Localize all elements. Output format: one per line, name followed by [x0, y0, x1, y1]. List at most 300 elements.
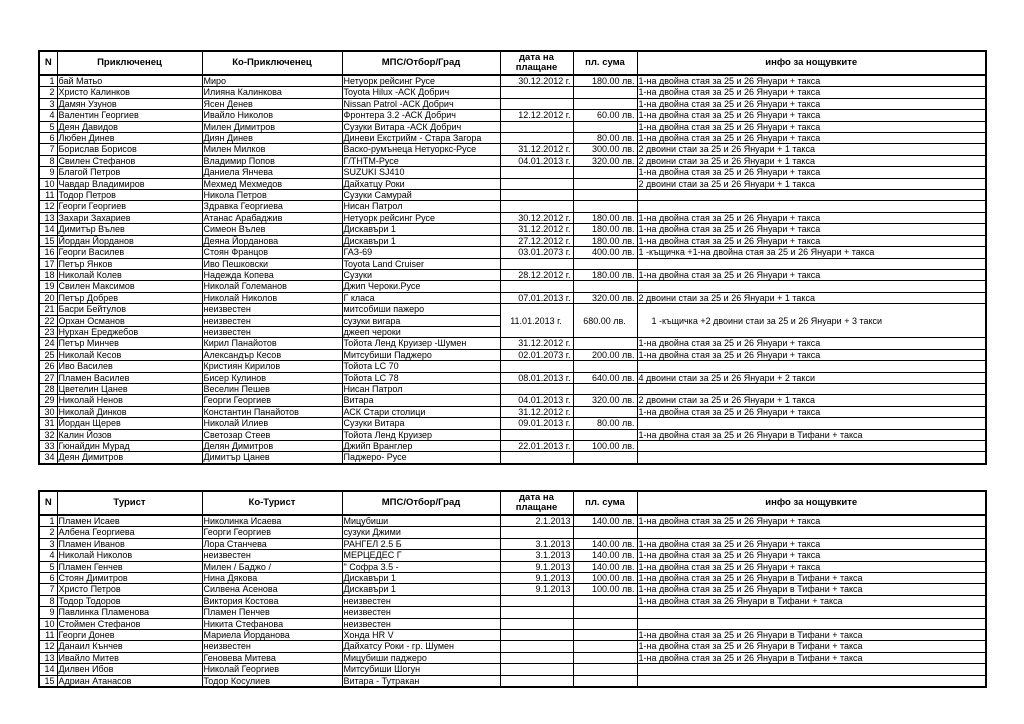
cell-adventurer-name: Николай Динков [57, 406, 202, 417]
cell-vehicle-team-city: Фронтера 3.2 -АСК Добрич [342, 110, 500, 121]
cell-paid-amount: 640.00 лв. [573, 372, 637, 383]
column-header: инфо за нощувките [637, 51, 986, 75]
cell-adventurer-name: Николай Ненов [57, 395, 202, 406]
cell-co-adventurer-name: Веселин Пешев [202, 383, 342, 394]
cell-vehicle-team-city: " Софра 3.5 - [342, 561, 500, 572]
cell-lodging-info: 4 двоини стаи за 25 и 26 Януари + 2 такси [637, 372, 986, 383]
cell-co-tourist-name: неизвестен [202, 550, 342, 561]
cell-co-adventurer-name: Николай Илиев [202, 418, 342, 429]
cell-co-tourist-name: Мариела Йорданова [202, 630, 342, 641]
cell-vehicle-team-city: ГАЗ-69 [342, 247, 500, 258]
cell-paid-amount: 100.00 лв. [573, 584, 637, 595]
cell-co-adventurer-name: Илияна Калинкова [202, 87, 342, 98]
cell-payment-date [500, 618, 573, 629]
cell-lodging-info [637, 664, 986, 675]
cell-vehicle-team-city: Тойота LC 70 [342, 361, 500, 372]
cell-lodging-info: 1-на двойна стая за 25 и 26 Януари + такса [637, 561, 986, 572]
cell-row-number: 26 [39, 361, 57, 372]
cell-vehicle-team-city: Г класа [342, 292, 500, 303]
cell-tourist-name: Христо Петров [57, 584, 202, 595]
cell-adventurer-name: Нурхан Ереджебов [57, 326, 202, 337]
cell-co-tourist-name: Тодор Косулиев [202, 675, 342, 687]
table-row [39, 372, 986, 383]
cell-vehicle-team-city: Сузуки Витара -АСК Добрич [342, 121, 500, 132]
cell-vehicle-team-city: Сузуки Самурай [342, 190, 500, 201]
cell-payment-date [500, 201, 573, 212]
cell-tourist-name: Павлинка Пламенова [57, 607, 202, 618]
cell-adventurer-name: Калин Йозов [57, 429, 202, 440]
cell-adventurer-name: Димитър Вълев [57, 224, 202, 235]
cell-paid-amount: 60.00 лв. [573, 110, 637, 121]
table-row [39, 304, 986, 315]
table-row [39, 110, 986, 121]
cell-co-adventurer-name: Даниела Янчева [202, 167, 342, 178]
cell-adventurer-name: Чавдар Владимиров [57, 178, 202, 189]
cell-payment-date: 03.01.2073 г. [500, 247, 573, 258]
column-header: N [39, 51, 57, 75]
table-row [39, 538, 986, 549]
cell-paid-amount: 320.00 лв. [573, 155, 637, 166]
header-row [39, 51, 986, 75]
cell-row-number: 18 [39, 269, 57, 280]
cell-vehicle-team-city: Г/ТНТМ-Русе [342, 155, 500, 166]
cell-row-number: 12 [39, 201, 57, 212]
cell-lodging-info: 1-на двойна стая за 25 и 26 Януари в Тифани + такса [637, 573, 986, 584]
table-row [39, 121, 986, 132]
cell-payment-date [500, 87, 573, 98]
table-row [39, 178, 986, 189]
cell-tourist-name: Дилвен Ибов [57, 664, 202, 675]
cell-payment-date [500, 190, 573, 201]
cell-adventurer-name: Орхан Османов [57, 315, 202, 326]
cell-adventurer-name: Борислав Борисов [57, 144, 202, 155]
cell-vehicle-team-city: сузуки Джими [342, 527, 500, 538]
table-row [39, 247, 986, 258]
cell-row-number: 14 [39, 664, 57, 675]
cell-vehicle-team-city: Митсубиши Паджеро [342, 349, 500, 360]
table-row [39, 664, 986, 675]
cell-payment-date: 30.12.2012 г. [500, 75, 573, 87]
cell-co-adventurer-name: Милен Милков [202, 144, 342, 155]
cell-lodging-info: 1-на двойна стая за 25 и 26 Януари + такса [637, 515, 986, 527]
cell-vehicle-team-city: Витара [342, 395, 500, 406]
cell-paid-amount: 180.00 лв. [573, 75, 637, 87]
table-row [39, 281, 986, 292]
cell-payment-date: 28.12.2012 г. [500, 269, 573, 280]
cell-co-tourist-name: Виктория Костова [202, 595, 342, 606]
cell-vehicle-team-city: сузуки вигара [342, 315, 500, 326]
cell-paid-amount [573, 167, 637, 178]
cell-co-tourist-name: Нина Дякова [202, 573, 342, 584]
cell-vehicle-team-city: Тойота Ленд Круизер -Шумен [342, 338, 500, 349]
column-header: пл. сума [573, 491, 637, 515]
cell-tourist-name: Николай Николов [57, 550, 202, 561]
cell-row-number: 20 [39, 292, 57, 303]
column-header: дата на плащане [500, 491, 573, 515]
cell-tourist-name: Пламен Исаев [57, 515, 202, 527]
cell-lodging-info: 2 двоини стаи за 25 и 26 Януари + 1 такса [637, 178, 986, 189]
cell-payment-date: 04.01.2013 г. [500, 395, 573, 406]
cell-vehicle-team-city: Дайхатсу Роки - гр. Шумен [342, 641, 500, 652]
cell-adventurer-name: Николай Кесов [57, 349, 202, 360]
cell-paid-amount [573, 641, 637, 652]
cell-tourist-name: Стоян Димитров [57, 573, 202, 584]
cell-row-number: 21 [39, 304, 57, 315]
cell-payment-date: 12.12.2012 г. [500, 110, 573, 121]
cell-paid-amount [573, 121, 637, 132]
cell-vehicle-team-city: неизвестен [342, 607, 500, 618]
cell-row-number: 31 [39, 418, 57, 429]
cell-payment-date [500, 258, 573, 269]
cell-adventurer-name: Николай Колев [57, 269, 202, 280]
cell-vehicle-team-city: МЕРЦЕДЕС Г [342, 550, 500, 561]
cell-paid-amount: 300.00 лв. [573, 144, 637, 155]
cell-tourist-name: Пламен Генчев [57, 561, 202, 572]
cell-lodging-info: 1-на двойна стая за 25 и 26 Януари в Тифани + такса [637, 429, 986, 440]
cell-row-number: 23 [39, 326, 57, 337]
cell-co-adventurer-name: Диян Динев [202, 133, 342, 144]
cell-lodging-info: 1-на двойна стая за 25 и 26 Януари + такса [637, 75, 986, 87]
cell-tourist-name: Данаил Кънчев [57, 641, 202, 652]
cell-row-number: 3 [39, 98, 57, 109]
cell-co-adventurer-name: Ивайло Николов [202, 110, 342, 121]
cell-vehicle-team-city: SUZUKI SJ410 [342, 167, 500, 178]
cell-co-adventurer-name: неизвестен [202, 304, 342, 315]
cell-row-number: 19 [39, 281, 57, 292]
cell-lodging-info [637, 383, 986, 394]
column-header: МПС/Отбор/Град [342, 491, 500, 515]
cell-row-number: 12 [39, 641, 57, 652]
cell-payment-date: 07.01.2013 г. [500, 292, 573, 303]
cell-lodging-info: 1 -къщичка +1-на двойна стая за 25 и 26 Януари + такса [637, 247, 986, 258]
cell-paid-amount: 80.00 лв. [573, 418, 637, 429]
cell-payment-date [500, 641, 573, 652]
table-row [39, 98, 986, 109]
cell-co-tourist-name: Георги Георгиев [202, 527, 342, 538]
table-row [39, 441, 986, 452]
cell-row-number: 2 [39, 527, 57, 538]
cell-adventurer-name: Гюнайдин Мурад [57, 441, 202, 452]
cell-payment-date: 3.1.2013 [500, 550, 573, 561]
cell-row-number: 17 [39, 258, 57, 269]
cell-paid-amount: 180.00 лв. [573, 212, 637, 223]
cell-payment-date [500, 98, 573, 109]
cell-payment-date: 31.12.2012 г. [500, 338, 573, 349]
column-header: инфо за нощувките [637, 491, 986, 515]
cell-payment-date: 04.01.2013 г. [500, 155, 573, 166]
table-row [39, 515, 986, 527]
table-row [39, 561, 986, 572]
cell-paid-amount [573, 652, 637, 663]
table-row [39, 641, 986, 652]
cell-paid-amount [573, 258, 637, 269]
cell-adventurer-name: Свилен Стефанов [57, 155, 202, 166]
table-row [39, 429, 986, 440]
cell-tourist-name: Георги Донев [57, 630, 202, 641]
cell-co-adventurer-name: неизвестен [202, 326, 342, 337]
cell-row-number: 11 [39, 190, 57, 201]
cell-payment-date [500, 429, 573, 440]
cell-lodging-info: 1-на двойна стая за 25 и 26 Януари + такса [637, 235, 986, 246]
cell-row-number: 15 [39, 235, 57, 246]
cell-co-adventurer-name: Ясен Денев [202, 98, 342, 109]
cell-payment-date: 9.1.2013 [500, 561, 573, 572]
cell-row-number: 13 [39, 212, 57, 223]
cell-payment-date [500, 595, 573, 606]
cell-co-tourist-name: Никита Стефанова [202, 618, 342, 629]
cell-vehicle-team-city: Дискавъри 1 [342, 584, 500, 595]
cell-paid-amount: 180.00 лв. [573, 269, 637, 280]
cell-payment-date: 02.01.2073 г. [500, 349, 573, 360]
cell-adventurer-name: Георги Василев [57, 247, 202, 258]
cell-vehicle-team-city: неизвестен [342, 595, 500, 606]
cell-payment-date: 31.12.2012 г. [500, 144, 573, 155]
cell-payment-date [500, 121, 573, 132]
table-row [39, 224, 986, 235]
cell-tourist-name: Адриан Атанасов [57, 675, 202, 687]
cell-co-tourist-name: Пламен Пенчев [202, 607, 342, 618]
cell-paid-amount [573, 664, 637, 675]
cell-payment-date: 08.01.2013 г. [500, 372, 573, 383]
cell-lodging-info: 1-на двойна стая за 25 и 26 Януари в Тифани + такса [637, 652, 986, 663]
cell-adventurer-name: Цветелин Цанев [57, 383, 202, 394]
cell-vehicle-team-city: Нетуорк рейсинг Русе [342, 212, 500, 223]
cell-payment-date [500, 675, 573, 687]
cell-vehicle-team-city: РАНГЕЛ 2.5 Б [342, 538, 500, 549]
cell-paid-amount [573, 429, 637, 440]
table-row [39, 292, 986, 303]
table-row [39, 87, 986, 98]
cell-row-number: 5 [39, 561, 57, 572]
cell-lodging-info [637, 361, 986, 372]
cell-row-number: 16 [39, 247, 57, 258]
cell-paid-amount [573, 630, 637, 641]
cell-co-adventurer-name: Атанас Арабаджив [202, 212, 342, 223]
cell-vehicle-team-city: Мицубиши паджеро [342, 652, 500, 663]
adventurers-table [38, 50, 987, 465]
table-row [39, 452, 986, 464]
cell-payment-date [500, 167, 573, 178]
cell-row-number: 3 [39, 538, 57, 549]
cell-co-adventurer-name: Георги Георгиев [202, 395, 342, 406]
cell-lodging-info [637, 452, 986, 464]
cell-row-number: 28 [39, 383, 57, 394]
cell-row-number: 8 [39, 155, 57, 166]
table-row [39, 607, 986, 618]
cell-row-number: 10 [39, 618, 57, 629]
cell-adventurer-name: Петър Добрев [57, 292, 202, 303]
cell-adventurer-name: Петър Минчев [57, 338, 202, 349]
cell-co-adventurer-name: Надежда Копева [202, 269, 342, 280]
cell-adventurer-name: Георги Георгиев [57, 201, 202, 212]
cell-vehicle-team-city: Нетуорк рейсинг Русе [342, 75, 500, 87]
column-header: Приключенец [57, 51, 202, 75]
table-row [39, 630, 986, 641]
table-row [39, 584, 986, 595]
cell-co-adventurer-name: Стоян Францов [202, 247, 342, 258]
cell-lodging-info: 1-на двойна стая за 25 и 26 Януари + такса [637, 349, 986, 360]
table-row [39, 361, 986, 372]
cell-row-number: 4 [39, 550, 57, 561]
cell-adventurer-name: Христо Калинков [57, 87, 202, 98]
cell-co-adventurer-name: Бисер Кулинов [202, 372, 342, 383]
cell-lodging-info [637, 258, 986, 269]
cell-paid-amount [573, 607, 637, 618]
cell-payment-date: 09.01.2013 г. [500, 418, 573, 429]
cell-paid-amount [573, 675, 637, 687]
cell-co-tourist-name: неизвестен [202, 641, 342, 652]
cell-row-number: 11 [39, 630, 57, 641]
cell-lodging-info [637, 418, 986, 429]
cell-co-tourist-name: Лора Станчева [202, 538, 342, 549]
cell-co-adventurer-name: Кирил Панайотов [202, 338, 342, 349]
cell-co-adventurer-name: неизвестен [202, 315, 342, 326]
cell-row-number: 24 [39, 338, 57, 349]
cell-paid-amount: 140.00 лв. [573, 550, 637, 561]
cell-payment-date: 31.12.2012 г. [500, 406, 573, 417]
table-row [39, 190, 986, 201]
cell-row-number: 30 [39, 406, 57, 417]
cell-co-adventurer-name: Делян Димитров [202, 441, 342, 452]
cell-adventurer-name: Деян Давидов [57, 121, 202, 132]
cell-vehicle-team-city: Нисан Патрол [342, 201, 500, 212]
cell-row-number: 15 [39, 675, 57, 687]
cell-row-number: 27 [39, 372, 57, 383]
cell-payment-date: 2.1.2013 [500, 515, 573, 527]
table-row [39, 527, 986, 538]
cell-co-adventurer-name: Димитър Цанев [202, 452, 342, 464]
column-header: МПС/Отбор/Град [342, 51, 500, 75]
cell-vehicle-team-city: митсобиши пажеро [342, 304, 500, 315]
cell-vehicle-team-city: Паджеро- Русе [342, 452, 500, 464]
cell-payment-date [500, 383, 573, 394]
cell-lodging-info: 2 двоини стаи за 25 и 26 Януари + 1 такса [637, 395, 986, 406]
cell-paid-amount: 680.00 лв. [573, 304, 637, 338]
cell-paid-amount [573, 87, 637, 98]
cell-vehicle-team-city: Nissan Patrol -АСК Добрич [342, 98, 500, 109]
cell-lodging-info: 1-на двойна стая за 25 и 26 Януари + такса [637, 269, 986, 280]
cell-row-number: 34 [39, 452, 57, 464]
cell-lodging-info: 1-на двойна стая за 25 и 26 Януари + такса [637, 406, 986, 417]
cell-tourist-name: Стоймен Стефанов [57, 618, 202, 629]
cell-vehicle-team-city: Дайхатцу Роки [342, 178, 500, 189]
cell-adventurer-name: Йордан Щерев [57, 418, 202, 429]
cell-adventurer-name: Тодор Петров [57, 190, 202, 201]
cell-lodging-info: 1-на двойна стая за 25 и 26 Януари + такса [637, 110, 986, 121]
cell-payment-date [500, 178, 573, 189]
cell-co-tourist-name: Силвена Асенова [202, 584, 342, 595]
table-row [39, 406, 986, 417]
cell-paid-amount: 80.00 лв. [573, 133, 637, 144]
cell-adventurer-name: Валентин Георгиев [57, 110, 202, 121]
cell-paid-amount [573, 361, 637, 372]
cell-vehicle-team-city: Toyota Hilux -АСК Добрич [342, 87, 500, 98]
cell-vehicle-team-city: неизвестен [342, 618, 500, 629]
table-row [39, 167, 986, 178]
table-row [39, 75, 986, 87]
cell-vehicle-team-city: АСК Стари столици [342, 406, 500, 417]
cell-payment-date [500, 630, 573, 641]
column-header: Ко-Турист [202, 491, 342, 515]
cell-adventurer-name: Пламен Василев [57, 372, 202, 383]
cell-adventurer-name: Басри Бейтулов [57, 304, 202, 315]
cell-payment-date [500, 281, 573, 292]
table-row [39, 618, 986, 629]
cell-co-tourist-name: Милен / Баджо / [202, 561, 342, 572]
table-row [39, 258, 986, 269]
table-row [39, 212, 986, 223]
cell-row-number: 29 [39, 395, 57, 406]
cell-payment-date: 31.12.2012 г. [500, 224, 573, 235]
cell-payment-date: 3.1.2013 [500, 538, 573, 549]
cell-row-number: 25 [39, 349, 57, 360]
cell-co-adventurer-name: Никола Петров [202, 190, 342, 201]
cell-paid-amount: 320.00 лв. [573, 395, 637, 406]
table-row [39, 383, 986, 394]
cell-vehicle-team-city: Тойота LC 78 [342, 372, 500, 383]
cell-lodging-info [637, 607, 986, 618]
cell-lodging-info [637, 281, 986, 292]
cell-paid-amount: 180.00 лв. [573, 235, 637, 246]
cell-paid-amount [573, 595, 637, 606]
cell-lodging-info: 1-на двойна стая за 25 и 26 Януари + такса [637, 212, 986, 223]
cell-co-adventurer-name: Мехмед Мехмедов [202, 178, 342, 189]
table-row [39, 133, 986, 144]
cell-lodging-info: 1-на двойна стая за 25 и 26 Януари в Тифани + такса [637, 584, 986, 595]
cell-lodging-info: 1-на двойна стая за 25 и 26 Януари + такса [637, 133, 986, 144]
cell-paid-amount: 180.00 лв. [573, 224, 637, 235]
cell-vehicle-team-city: Хонда HR V [342, 630, 500, 641]
cell-vehicle-team-city: джееп чероки [342, 326, 500, 337]
cell-paid-amount [573, 452, 637, 464]
cell-co-adventurer-name: Симеон Вълев [202, 224, 342, 235]
cell-co-adventurer-name: Иво Пешковски [202, 258, 342, 269]
cell-lodging-info: 1-на двойна стая за 25 и 26 Януари + такса [637, 538, 986, 549]
cell-payment-date [500, 607, 573, 618]
cell-lodging-info: 1-на двойна стая за 25 и 26 Януари + такса [637, 98, 986, 109]
cell-adventurer-name: Деян Димитров [57, 452, 202, 464]
cell-co-adventurer-name: Деяна Йорданова [202, 235, 342, 246]
cell-payment-date [500, 664, 573, 675]
cell-co-tourist-name: Николинка Исаева [202, 515, 342, 527]
cell-payment-date [500, 133, 573, 144]
cell-paid-amount: 100.00 лв. [573, 441, 637, 452]
cell-vehicle-team-city: Тойота Ленд Круизер [342, 429, 500, 440]
cell-payment-date [500, 527, 573, 538]
cell-vehicle-team-city: Диневи Екстрийм - Стара Загора [342, 133, 500, 144]
table-row [39, 269, 986, 280]
cell-payment-date: 9.1.2013 [500, 584, 573, 595]
cell-vehicle-team-city: Джийп Вранглер [342, 441, 500, 452]
cell-lodging-info: 1-на двойна стая за 25 и 26 Януари + такса [637, 167, 986, 178]
cell-lodging-info: 1-на двойна стая за 25 и 26 Януари + такса [637, 224, 986, 235]
cell-row-number: 7 [39, 584, 57, 595]
cell-row-number: 8 [39, 595, 57, 606]
cell-tourist-name: Ивайло Митев [57, 652, 202, 663]
cell-row-number: 9 [39, 607, 57, 618]
cell-vehicle-team-city: Мицубиши [342, 515, 500, 527]
table-row [39, 418, 986, 429]
cell-co-adventurer-name: Константин Панайотов [202, 406, 342, 417]
cell-paid-amount [573, 383, 637, 394]
table-row [39, 144, 986, 155]
cell-paid-amount [573, 190, 637, 201]
cell-vehicle-team-city: Сузуки Витара [342, 418, 500, 429]
cell-co-adventurer-name: Милен Димитров [202, 121, 342, 132]
cell-paid-amount: 100.00 лв. [573, 573, 637, 584]
cell-row-number: 1 [39, 75, 57, 87]
cell-paid-amount: 320.00 лв. [573, 292, 637, 303]
